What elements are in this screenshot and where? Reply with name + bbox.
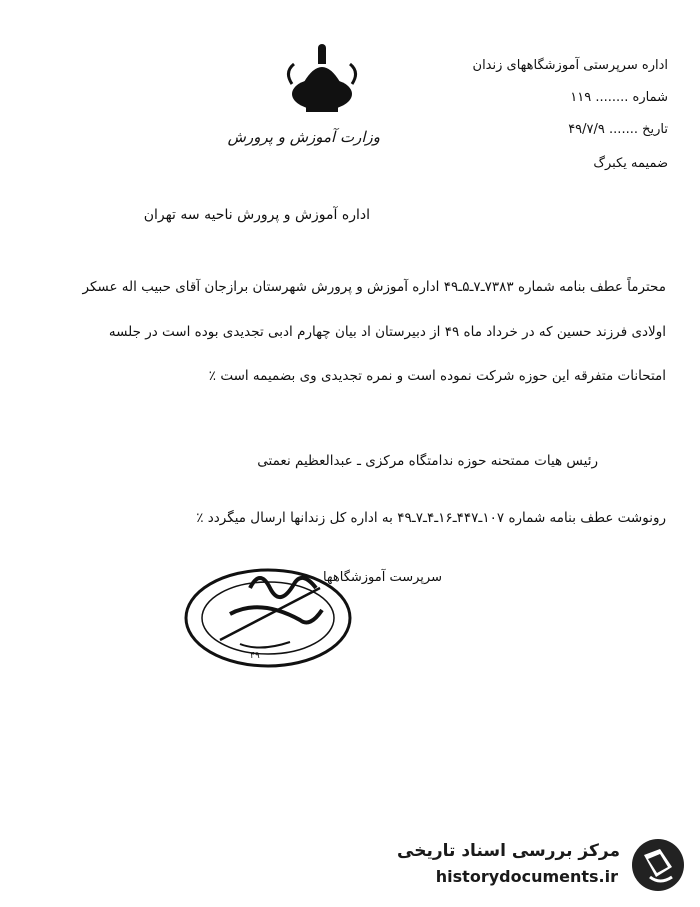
supervisor-signature-line: سرپرست آموزشگاهها (322, 570, 442, 585)
watermark-logo-icon (630, 837, 686, 893)
letter-enclosure (593, 156, 668, 171)
ministry-name: وزارت آموزش و پرورش (227, 128, 380, 146)
enclosure-value: یکبرگ (593, 156, 627, 171)
official-stamp-icon (180, 548, 360, 673)
enclosure-label: ضمیمه (631, 156, 668, 171)
watermark-url: historydocuments.ir (435, 867, 618, 886)
body-line: محترماً عطف بنامه شماره ۷۳۸۳ـ۷ـ۵ـ۴۹ اداره آموزش و پرورش شهرستان برازجان آقای حبیب اله عسکر (82, 279, 666, 295)
body-line: اولادی فرزند حسین که در خرداد ماه ۴۹ از دبیرستان اد بیان چهارم ادبی تجدیدی بوده است در جلسه (108, 324, 666, 340)
body-line: امتحانات متفرقه این حوزه شرکت نموده است و نمره تجدیدی وی بضمیمه است ٪ (208, 368, 666, 384)
date-value: ۴۹/۷/۹ (568, 122, 605, 137)
watermark-title: مرکز بررسی اسناد تاریخی (397, 841, 620, 861)
svg-text:۴۹: ۴۹ (250, 651, 260, 661)
watermark (397, 835, 690, 895)
ministry-emblem-icon (282, 42, 362, 117)
recipient: اداره آموزش و پرورش ناحیه سه تهران (143, 207, 370, 223)
number-value: ۱۱۹ (570, 90, 592, 105)
office-name: اداره سرپرستی آموزشگاههای زندان (472, 58, 668, 73)
letter-date: تاریخ ....... ۴۹/۷/۹ (568, 122, 668, 137)
date-label: تاریخ (642, 122, 668, 137)
number-label: شماره (632, 90, 668, 105)
signer: رئیس هیات ممتحنه حوزه ندامتگاه مرکزی ـ عبدالعظیم نعمتی (257, 453, 598, 469)
transcript-note: رونوشت عطف بنامه شماره ۱۰۷ـ۴۴۷ـ۱۶ـ۴ـ۷ـ۴۹ به اداره کل زندانها ارسال میگردد ٪ (196, 510, 666, 526)
letter-number: شماره ........ ۱۱۹ (570, 90, 668, 105)
